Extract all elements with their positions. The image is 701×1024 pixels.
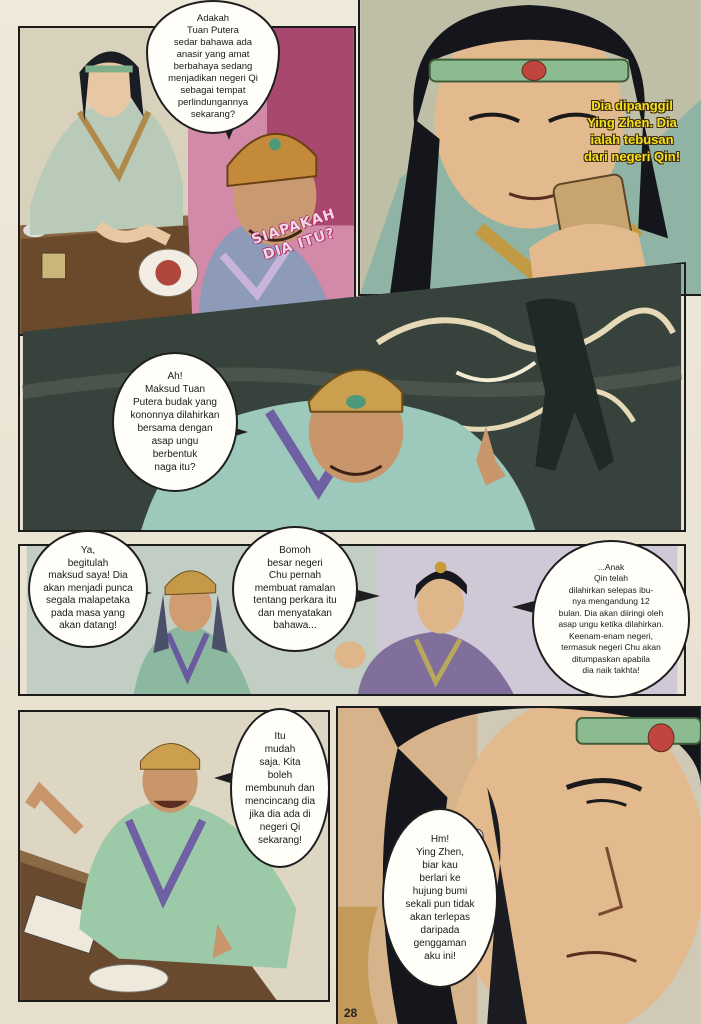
panel-2-caption-text: Dia dipanggil Ying Zhen. Dia ialah tebusan dari negeri Qin!	[583, 98, 681, 164]
panel-1-speech-text: Adakah Tuan Putera sedar bahawa ada anasir yang amat berbahaya sedang menjadikan negeri Qi sebagai tempat perlindungannya sekarang?	[168, 13, 258, 120]
panel-4-speech-bubble-middle	[232, 526, 358, 652]
panel-1-sfx-text: SIAPAKAH DIA ITU?	[249, 205, 338, 264]
panel-4-right-text: ...Anak Qin telah dilahirkan selepas ibu- nya mengandung 12 bulan. Dia akan diiringi oleh asap ungu ketika dilahirkan. Keenam-enam negeri, termasuk negeri Chu akan ditumpaskan apabila dia naik takhta!	[558, 561, 664, 675]
panel-4-middle-text: Bomoh besar negeri Chu pernah membuat ramalan tentang perkara itu dan menyatakan bahawa...	[253, 545, 337, 632]
panel-2-caption	[570, 80, 694, 165]
panel-4-speech-bubble-left	[28, 530, 148, 648]
panel-4-left-text: Ya, begitulah maksud saya! Dia akan menjadi punca segala malapetaka pada masa yang akan datang!	[43, 545, 133, 632]
panel-4-speech-bubble-right	[532, 540, 690, 698]
panel-6-speech-text: Hm! Ying Zhen, biar kau berlari ke hujung bumi sekali pun tidak akan terlepas daripada genggaman aku ini!	[405, 834, 475, 962]
panel-6-speech-bubble	[382, 808, 498, 988]
panel-3-speech-bubble	[112, 352, 238, 492]
page-number: 28	[343, 1006, 358, 1020]
panel-5-speech-text: Itu mudah saja. Kita boleh membunuh dan mencincang dia jika dia ada di negeri Qi sekarang!	[244, 730, 316, 846]
panel-3-speech-text: Ah! Maksud Tuan Putera budak yang kononnya dilahirkan bersama dengan asap ungu berbentuk naga itu?	[130, 371, 220, 473]
panel-5-speech-bubble	[230, 708, 330, 868]
